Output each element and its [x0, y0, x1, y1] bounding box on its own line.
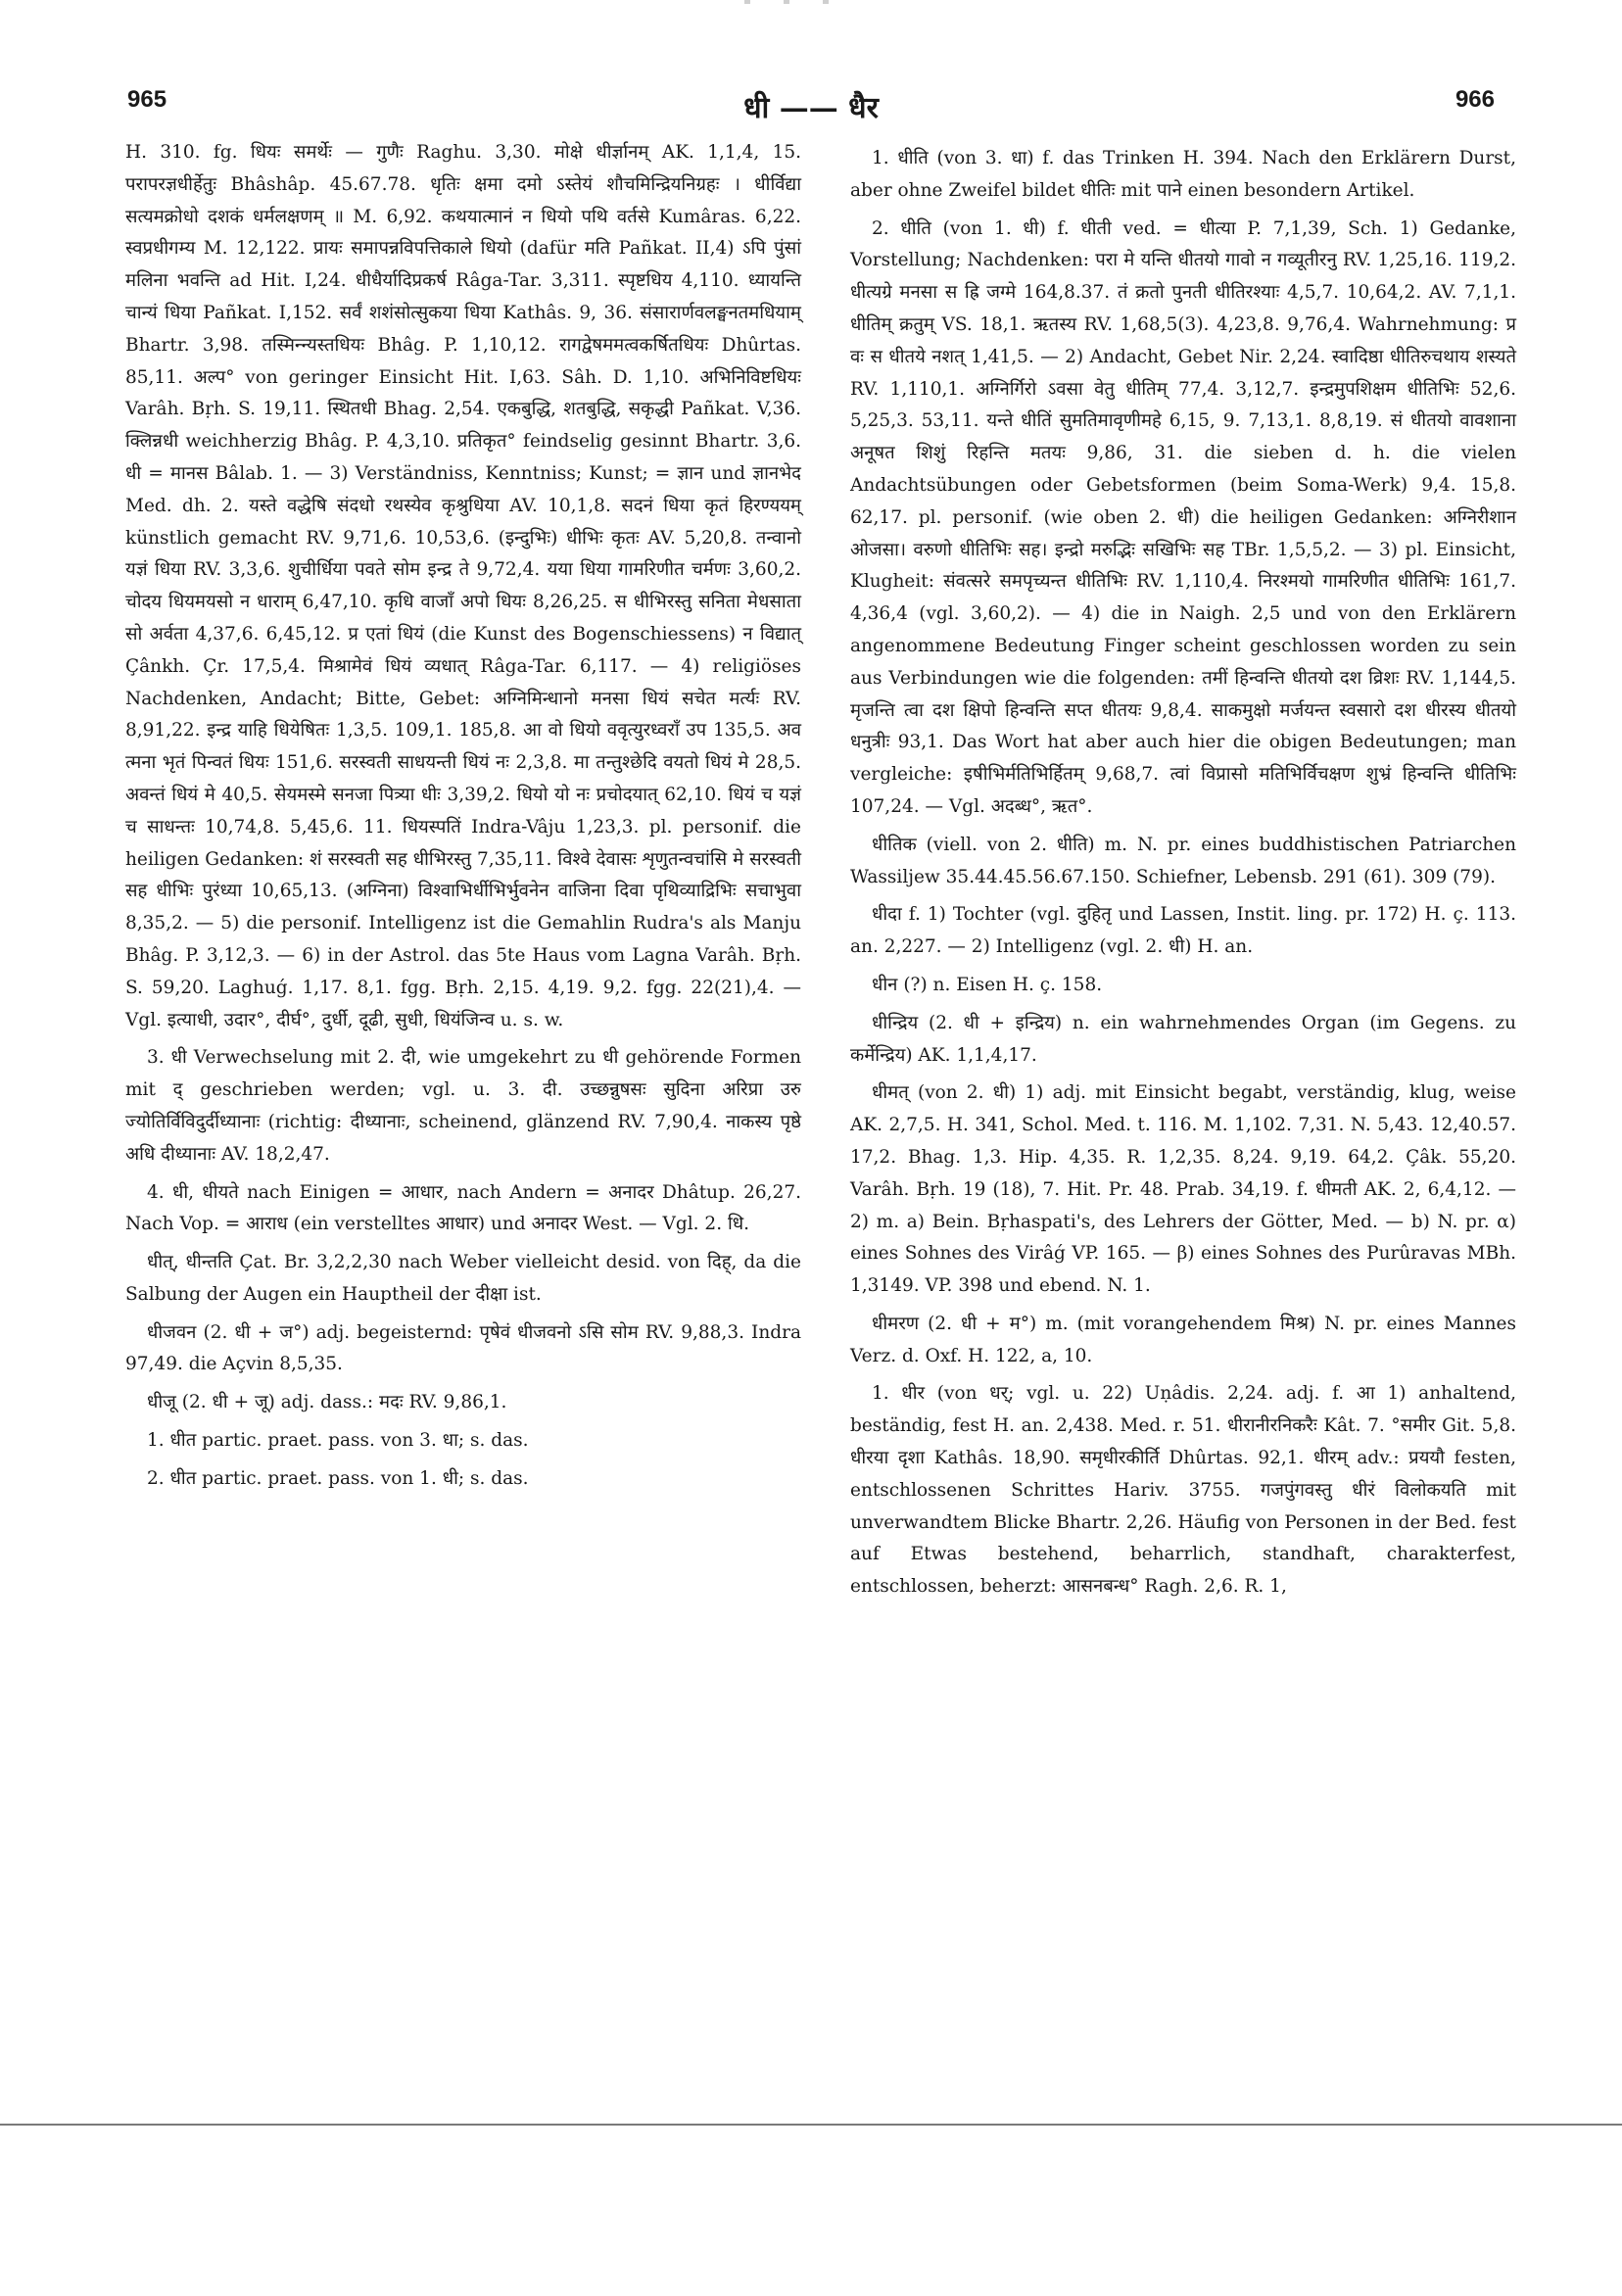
right-column	[850, 137, 1516, 1603]
scan-mark	[744, 0, 750, 4]
running-headword: धी —— धैर	[743, 91, 879, 125]
scan-edge-marks	[0, 0, 1622, 6]
entry-1-dhita: 1. धीत partic. praet. pass. von 3. धा; s. das.	[147, 1430, 529, 1452]
entry-dhiju: धीजू (2. धी + जू) adj. dass.: मदः RV. 9,86,1.	[147, 1392, 507, 1413]
entry-dhida: धीदा f. 1) Tochter (vgl. दुहितृ und Lassen, Instit. ling. pr. 172) H. ç. 113. an. 2,227. — 2) Intelligenz (vgl. 2. धी) H. an.	[850, 904, 1516, 958]
page-number-left: 965	[127, 86, 167, 113]
scan-mark	[784, 0, 789, 4]
entry-3-dhi: 3. धी Verwechselung mit 2. दी, wie umgekehrt zu धी gehörende Formen mit द् geschrieben werden; vgl. u. 3. दी. उच्छन्नुषसः सुदिना अरिप्रा उरु ज्योतिर्विविदुर्दीध्यानाः (richtig: दीध्यानाः, scheinend, glänzend RV. 7,90,4. नाकस्य पृष्ठे अधि दीध्यानाः AV. 18,2,47.	[125, 1047, 801, 1165]
bottom-rule	[0, 2124, 1622, 2126]
left-column	[125, 137, 801, 1496]
entry-2-dhita: 2. धीत partic. praet. pass. von 1. धी; s. das.	[147, 1467, 529, 1489]
entry-dhimarana: धीमरण (2. धी + म°) m. (mit vorangehendem मिश्र) N. pr. eines Mannes Verz. d. Oxf. H. 122, a, 10.	[850, 1313, 1516, 1366]
page-header	[127, 86, 1495, 125]
page-number-right: 966	[1455, 86, 1495, 113]
entry-dhit: धीत्, धीन्तति Çat. Br. 3,2,2,30 nach Weber vielleicht desid. von दिह्, da die Salbung der Augen ein Hauptheil der दीक्षा ist.	[125, 1252, 801, 1305]
entry-1-dhira: 1. धीर (von धर्; vgl. u. 22) Uṇâdis. 2,24. adj. f. आ 1) anhaltend, beständig, fest H. an. 2,438. Med. r. 51. धीरानीरनिकरैः Kât. 7. °समीर Git. 5,8. धीरया दृशा Kathâs. 18,90. समृधीरकीर्ति Dhûrtas. 92,1. धीरम् adv.: प्रययौ festen, entschlossenen Schrittes Hariv. 3755. गजपुंगवस्तु धीरं विलोकयति mit unverwandtem Blicke Bhartr. 2,26. Häufig von Personen in der Bed. fest auf Etwas bestehend, beharrlich, standhaft, charakterfest, entschlossen, beherzt: आसनबन्ध° Ragh. 2,6. R. 1,	[850, 1383, 1516, 1598]
entry-dhindriya: धीन्द्रिय (2. धी + इन्द्रिय) n. ein wahrnehmendes Organ (im Gegens. zu कर्मेन्द्रिय) AK. 1,1,4,17.	[850, 1012, 1516, 1066]
entry-1-dhiti: 1. धीति (von 3. धा) f. das Trinken H. 394. Nach den Erklärern Durst, aber ohne Zweifel bildet धीतिः mit पाने einen besondern Artikel.	[850, 148, 1516, 201]
entry-dhitika: धीतिक (viell. von 2. धीति) m. N. pr. eines buddhistischen Patriarchen Wassiljew 35.44.45.56.67.150. Schiefner, Lebensb. 291 (61). 309 (79).	[850, 834, 1516, 887]
entry-continuation-dhi: H. 310. fg. धियः समर्थेः — गुणैः Raghu. 3,30. मोक्षे धीर्ज्ञानम् AK. 1,1,4, 15. परापरज्ञधीर्हेतुः Bhâshâp. 45.67.78. धृतिः क्षमा दमो ऽस्तेयं शौचमिन्द्रियनिग्रहः । धीर्विद्या सत्यमक्रोधो दशकं धर्मलक्षणम् ॥ M. 6,92. कथयात्मानं न धियो पथि वर्तसे Kumâras. 6,22. स्वप्रधीगम्य M. 12,122. प्रायः समापन्नविपत्तिकाले धियो (dafür मति Pañkat. II,4) ऽपि पुंसां मलिना भवन्ति ad Hit. I,24. धीधैर्यादिप्रकर्ष Râga-Tar. 3,311. स्पृष्टधिय 4,110. ध्यायन्ति चान्यं धिया Pañkat. I,152. सर्वं शशंसोत्सुकया धिया Kathâs. 9, 36. संसारार्णवलङ्घनतमधियाम् Bhartr. 3,98. तस्मिन्न्यस्तधियः Bhâg. P. 1,10,12. रागद्वेषममत्वकर्षितधियः Dhûrtas. 85,11. अल्प° von geringer Einsicht Hit. I,63. Sâh. D. 1,10. अभिनिविष्टधियः Varâh. Bṛh. S. 19,11. स्थितधी Bhag. 2,54. एकबुद्धि, शतबुद्धि, सकृद्धी Pañkat. V,36. क्लिन्नधी weichherzig Bhâg. P. 4,3,10. प्रतिकृत° feindselig gesinnt Bhartr. 3,6. धी = मानस Bâlab. 1. — 3) Verständniss, Kenntniss; Kunst; = ज्ञान und ज्ञानभेद Med. dh. 2. यस्ते वद्धेषि संदधो रथस्येव कृश्रुधिया AV. 10,1,8. सदनं धिया कृतं हिरण्ययम् künstlich gemacht RV. 9,71,6. 10,53,6. (इन्दुभिः) धीभिः कृतः AV. 5,20,8. तन्वानो यज्ञं धिया RV. 3,3,6. शुचीर्धिया पवते सोम इन्द्र ते 9,72,4. यया धिया गामरिणीत चर्मणः 3,60,2. चोदय धियमयसो न धाराम् 6,47,10. कृधि वाजाँ अपो धियः 8,26,25. स धीभिरस्तु सनिता मेधसाता सो अर्वता 4,37,6. 6,45,12. प्र एतां धियं (die Kunst des Bogenschiessens) न विद्यात् Çânkh. Çr. 17,5,4. मिश्रामेवं धियं व्यधात् Râga-Tar. 6,117. — 4) religiöses Nachdenken, Andacht; Bitte, Gebet: अग्निमिन्धानो मनसा धियं सचेत मर्त्यः RV. 8,91,22. इन्द्र याहि धियेषितः 1,3,5. 109,1. 185,8. आ वो धियो ववृत्युरध्वराँ उप 135,5. अव त्मना भृतं पिन्वतं धियः 151,6. सरस्वती साधयन्ती धियं नः 2,3,8. मा तन्तुश्छेदि वयतो धियं मे 28,5. अवन्तं धियं मे 40,5. सेयमस्मे सनजा पित्र्या धीः 3,39,2. धियो यो नः प्रचोदयात् 62,10. धियं च यज्ञं च साधन्तः 10,74,8. 5,45,6. 11. धियस्पतिं Indra-Vâju 1,23,3. pl. personif. die heiligen Gedanken: शं सरस्वती सह धीभिरस्तु 7,35,11. विश्वे देवासः शृणुतन्वचांसि मे सरस्वती सह धीभिः पुरंध्या 10,65,13. (अग्निना) विश्वाभिर्धीभिर्भुवनेन वाजिना दिवा पृथिव्याद्रिभिः सचाभुवा 8,35,2. — 5) die personif. Intelligenz ist die Gemahlin Rudra's als Manju Bhâg. P. 3,12,3. — 6) in der Astrol. das 5te Haus vom Lagna Varâh. Bṛh. S. 59,20. Laghuǵ. 1,17. 8,1. fgg. Bṛh. 2,15. 4,19. 9,2. fgg. 22(21),4. — Vgl. इत्याधी, उदार°, दीर्घ°, दुर्धी, दूढी, सुधी, धियंजिन्व u. s. w.	[125, 142, 801, 1030]
entry-dhijavana: धीजवन (2. धी + ज°) adj. begeisternd: पृषेवं धीजवनो ऽसि सोम RV. 9,88,3. Indra 97,49. die Açvin 8,5,35.	[125, 1321, 801, 1375]
entry-dhina: धीन (?) n. Eisen H. ç. 158.	[872, 974, 1103, 995]
entry-2-dhiti: 2. धीति (von 1. धी) f. धीती ved. = धीत्या P. 7,1,39, Sch. 1) Gedanke, Vorstellung; Nachdenken: परा मे यन्ति धीतयो गावो न गव्यूतीरनु RV. 1,25,16. 119,2. धीत्यग्रे मनसा स ह्रि जग्मे 164,8.37. तं क्रतो पुनती धीतिरश्याः 4,5,7. 10,64,2. AV. 7,1,1. धीतिम् क्रतुम् VS. 18,1. ऋतस्य RV. 1,68,5(3). 4,23,8. 9,76,4. Wahrnehmung: प्र वः स धीतये नशत् 1,41,5. — 2) Andacht, Gebet Nir. 2,24. स्वादिष्ठा धीतिरुचथाय शस्यते RV. 1,110,1. अग्निर्गिरो ऽवसा वेतु धीतिम् 77,4. 3,12,7. इन्द्रमुपशिक्षम धीतिभिः 52,6. 5,25,3. 53,11. यन्ते धीतिं सुमतिमावृणीमहे 6,15, 9. 7,13,1. 8,8,19. सं धीतयो वावशाना अनूषत शिशुं रिहन्ति मतयः 9,86, 31. die sieben d. h. die vielen Andachtsübungen oder Gebetsformen (beim Soma-Werk) 9,4. 15,8. 62,17. pl. personif. (wie oben 2. धी) die heiligen Gedanken: अग्निरीशान ओजसा। वरुणो धीतिभिः सह। इन्द्रो मरुद्भिः सखिभिः सह TBr. 1,5,5,2. — 3) pl. Einsicht, Klugheit: संवत्सरे समपृच्यन्त धीतिभिः RV. 1,110,4. निरश्मयो गामरिणीत धीतिभिः 161,7. 4,36,4 (vgl. 3,60,2). — 4) die in Naigh. 2,5 und von den Erklärern angenommene Bedeutung Finger scheint geschlossen worden zu sein aus Verbindungen wie die folgenden: तमीं हिन्वन्ति धीतयो दश व्रिशः RV. 1,144,5. मृजन्ति त्वा दश क्षिपो हिन्वन्ति सप्त धीतयः 9,8,4. साकमुक्षो मर्जयन्त स्वसारो दश धीरस्य धीतयो धनुत्रीः 93,1. Das Wort hat aber auch hier die obigen Bedeutungen; man vergleiche: इषीभिर्मतिभिर्हितम् 9,68,7. त्वां विप्रासो मतिभिर्विचक्षण शुभ्रं हिन्वन्ति धीतिभिः 107,24. — Vgl. अदब्ध°, ऋत°.	[850, 217, 1516, 817]
entry-4-dhi: 4. धी, धीयते nach Einigen = आधार, nach Andern = अनादर Dhâtup. 26,27. Nach Vop. = आराध (ein verstelltes आधार) und अनादर West. — Vgl. 2. धि.	[125, 1181, 801, 1235]
entry-dhimat: धीमत् (von 2. धी) 1) adj. mit Einsicht begabt, verständig, klug, weise AK. 2,7,5. H. 341, Schol. Med. t. 116. M. 1,102. 7,31. N. 5,43. 12,40.57. 17,2. Bhag. 1,3. Hip. 4,35. R. 1,2,35. 8,24. 9,19. 64,2. Çâk. 55,20. Varâh. Bṛh. 19 (18), 7. Hit. Pr. 48. Prab. 34,19. f. धीमती AK. 2, 6,4,12. — 2) m. a) Bein. Bṛhaspati's, des Lehrers der Götter, Med. — b) N. pr. α) eines Sohnes des Virâǵ VP. 165. — β) eines Sohnes des Purûravas MBh. 1,3149. VP. 398 und ebend. N. 1.	[850, 1082, 1516, 1297]
scan-mark	[823, 0, 829, 4]
